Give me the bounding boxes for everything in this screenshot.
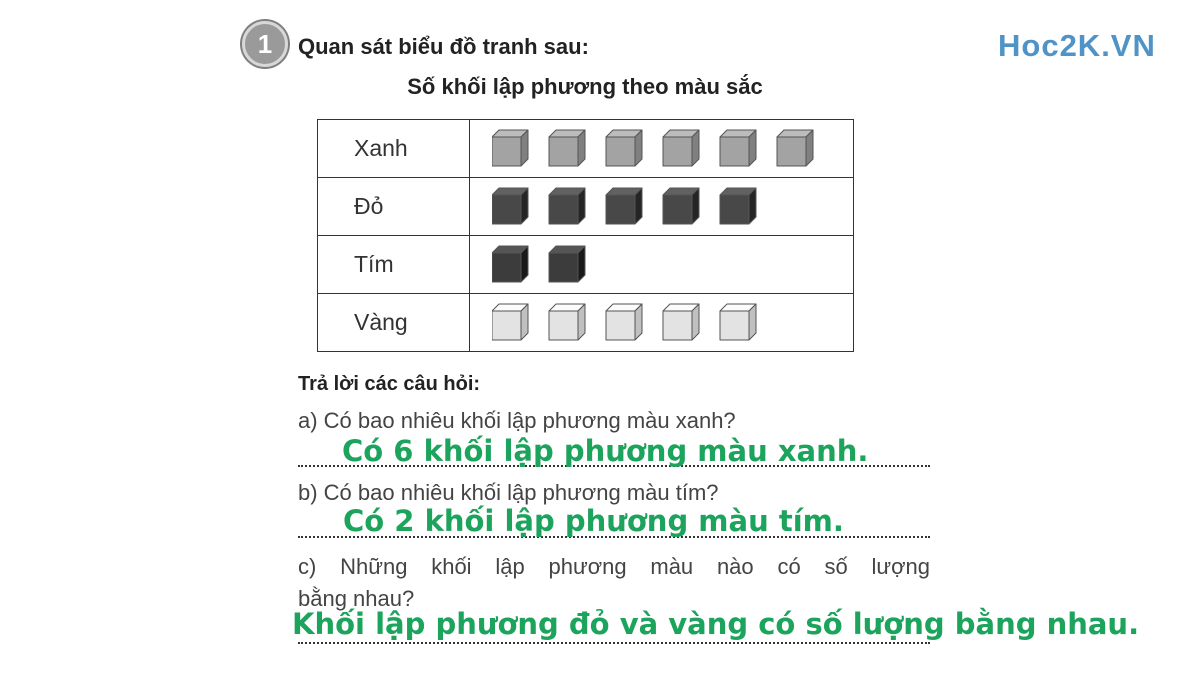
cube-icon: [549, 246, 585, 282]
cube-icon: [492, 130, 528, 166]
cube-icon: [720, 304, 756, 340]
cube-icon: [663, 304, 699, 340]
row-label-xanh: Xanh: [318, 120, 470, 178]
cube-row-graphic: [492, 245, 852, 285]
cube-cell-xanh: [470, 120, 854, 178]
pictograph-table: [317, 119, 854, 352]
answer-c: Khối lập phương đỏ và vàng có số lượng bằng nhau.: [292, 607, 1140, 641]
cube-cell-do: [470, 178, 854, 236]
cube-icon: [663, 130, 699, 166]
cube-cell-vang: [470, 294, 854, 352]
cube-icon: [606, 188, 642, 224]
cube-icon: [492, 304, 528, 340]
row-label-do: Đỏ: [318, 178, 470, 236]
question-c-line2: bằng nhau?: [298, 586, 415, 611]
answer-line-c: [298, 642, 930, 644]
cube-row-graphic: [492, 187, 852, 227]
cube-icon: [606, 304, 642, 340]
row-label-tim: Tím: [318, 236, 470, 294]
cube-icon: [492, 188, 528, 224]
cube-cell-tim: [470, 236, 854, 294]
answer-a: Có 6 khối lập phương màu xanh.: [342, 434, 869, 468]
pictograph-row-do: [318, 178, 854, 236]
exercise-heading: Quan sát biểu đồ tranh sau:: [298, 34, 589, 59]
site-logo[interactable]: Hoc2K.VN: [998, 28, 1156, 63]
question-b: b) Có bao nhiêu khối lập phương màu tím?: [298, 480, 719, 505]
cube-icon: [720, 130, 756, 166]
row-label-vang: Vàng: [318, 294, 470, 352]
cube-icon: [663, 188, 699, 224]
exercise-number-badge: 1: [242, 21, 288, 67]
cube-row-graphic: [492, 129, 852, 169]
pictograph-row-tim: [318, 236, 854, 294]
cube-icon: [549, 130, 585, 166]
pictograph-title: Số khối lập phương theo màu sắc: [407, 74, 763, 99]
cube-icon: [606, 130, 642, 166]
questions-title: Trả lời các câu hỏi:: [298, 373, 481, 395]
cube-icon: [492, 246, 528, 282]
cube-icon: [549, 304, 585, 340]
cube-icon: [549, 188, 585, 224]
question-a: a) Có bao nhiêu khối lập phương màu xanh?: [298, 408, 736, 433]
cube-icon: [720, 188, 756, 224]
cube-row-graphic: [492, 303, 852, 343]
answer-b: Có 2 khối lập phương màu tím.: [343, 504, 844, 538]
question-c-line1: c) Những khối lập phương màu nào có số lượng: [298, 554, 930, 579]
pictograph-row-xanh: [318, 120, 854, 178]
cube-icon: [777, 130, 813, 166]
pictograph-row-vang: [318, 294, 854, 352]
